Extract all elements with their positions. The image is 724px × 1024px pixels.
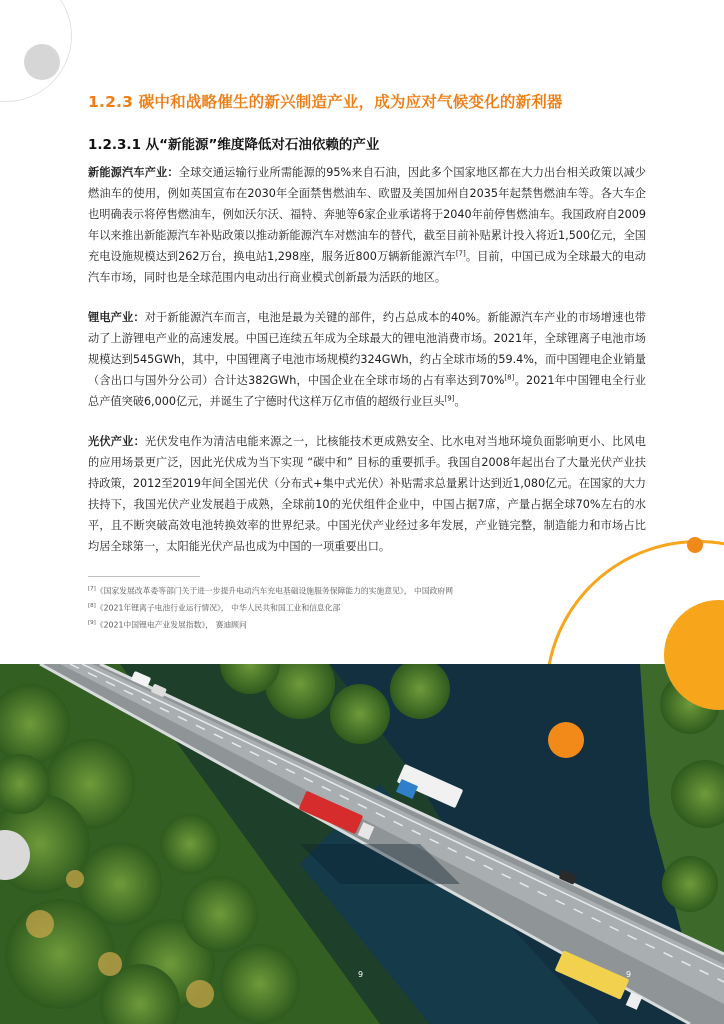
footnote	[88, 583, 608, 598]
section-heading: 1.2.3 碳中和战略催生的新兴制造产业，成为应对气候变化的新利器	[88, 93, 563, 111]
footnote-text: 《2021年锂离子电池行业运行情况》， 中华人民共和国工业和信息化部	[95, 603, 341, 613]
footnote-ref[interactable]: [7]	[455, 249, 466, 258]
footnote	[88, 617, 608, 632]
decorative-gray-circle	[24, 44, 60, 80]
paragraph-label: 新能源汽车产业：	[88, 166, 179, 179]
footnote-ref[interactable]: [9]	[444, 394, 455, 403]
footnote-divider	[88, 576, 200, 577]
paragraph-label: 锂电产业：	[88, 311, 145, 324]
page-number: 9	[358, 970, 364, 979]
footnote-text: 《2021中国锂电产业发展指数》， 赛迪顾问	[95, 620, 247, 630]
footnote-text: 《国家发展改革委等部门关于进一步提升电动汽车充电基础设施服务保障能力的实施意见》， 中国政府网	[95, 586, 454, 596]
decorative-orange-dot	[687, 537, 703, 553]
paragraph-ev	[88, 162, 646, 288]
paragraph-text: 光伏发电作为清洁电能来源之一，比核能技术更成熟安全、比水电对当地环境负面影响更小、比风电的应用场景更广泛，因此光伏成为当下实现 “碳中和” 目标的重要抓手。我国自2008年起出台了大量光伏产业扶持政策，2012至2019年间全国光伏（分布式+集中式光伏）补贴需求总量累计达到近1,080亿元。在国家的大力扶持下，我国光伏产业发展趋于成熟，全球前10的光伏组件企业中，中国占据7席，产量占据全球70%左右的水平，且不断突破高效电池转换效率的世界纪录。中国光伏产业经过多年发展，产业链完整，制造能力和市场占比均居全球第一，太阳能光伏产品也成为中国的一项重要出口。	[88, 435, 646, 553]
footnote-number: [7]	[88, 586, 96, 592]
paragraph-pv	[88, 431, 646, 557]
page-number: 9	[626, 970, 632, 979]
paragraph-text: 。	[454, 395, 466, 408]
paragraph-text: 。目前，中国已成为全球最大的电动汽车市场，同时也是全球范围内电动出行商业模式创新最为活跃的地区。	[88, 250, 646, 284]
footnote-ref[interactable]: [8]	[504, 373, 515, 382]
footnote	[88, 600, 608, 615]
footnote-number: [9]	[88, 620, 96, 626]
paragraph-text: 全球交通运输行业所需能源的95%来自石油，因此多个国家地区都在大力出台相关政策以减少燃油车的使用，例如英国宣布在2030年全面禁售燃油车、欧盟及美国加州自2035年起禁售燃油车等。各大车企也明确表示将停售燃油车，例如沃尔沃、福特、奔驰等6家企业承诺将于2040年前停售燃油车。我国政府自2009年以来推出新能源汽车补贴政策以推动新能源汽车对燃油车的替代，截至目前补贴累计投入将近1,500亿元，全国充电设施规模达到262万台，换电站1,298座，服务近800万辆新能源汽车	[88, 166, 646, 263]
subsection-heading: 1.2.3.1 从“新能源”维度降低对石油依赖的产业	[88, 137, 380, 153]
paragraph-label: 光伏产业：	[88, 435, 145, 448]
paragraph-battery	[88, 307, 646, 412]
footnote-number: [8]	[88, 603, 96, 609]
paragraph-text: 。2021年中国锂电全行业总产值突破6,000亿元，并诞生了宁德时代这样万亿市值的超级行业巨头	[88, 374, 646, 408]
decorative-orange-dot	[548, 722, 584, 758]
paragraph-text: 对于新能源汽车而言，电池是最为关键的部件，约占总成本的40%。新能源汽车产业的市场增速也带动了上游锂电产业的高速发展。中国已连续五年成为全球最大的锂电池消费市场。2021年，全球锂离子电池市场规模达到545GWh，其中，中国锂离子电池市场规模约324GWh，约占全球市场的59.4%，而中国锂电企业销量（含出口与国外分公司）合计达382GWh，中国企业在全球市场的占有率达到70%	[88, 311, 646, 387]
